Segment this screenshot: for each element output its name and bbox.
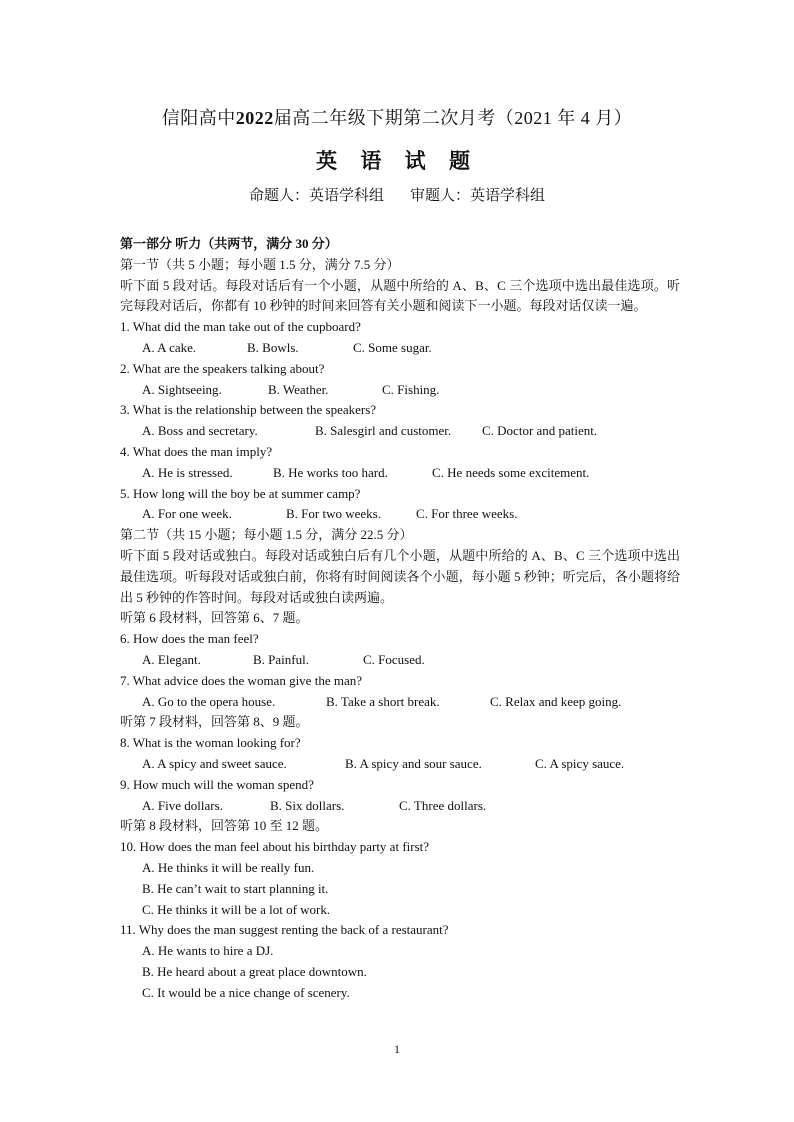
section2-heading: 第二节（共 15 小题；每小题 1.5 分，满分 22.5 分） xyxy=(120,527,413,543)
options-8 xyxy=(120,754,680,775)
options-7 xyxy=(120,692,680,713)
question-9: 9. How much will the woman spend? xyxy=(120,776,314,792)
section2-instructions: 听下面 5 段对话或独白。每段对话或独白后有几个小题，从题中所给的 A、B、C 三个选项中选出最佳选项。听每段对话或独白前，你将有时间阅读各个小题，每小题 5 秒钟；听完后，各小题将给出 5 秒钟的作答时间。每段对话或独白读两遍。 xyxy=(120,547,680,605)
options-4 xyxy=(120,463,680,484)
question-5: 5. How long will the boy be at summer camp? xyxy=(120,485,361,501)
option-a: A. A cake. xyxy=(142,339,197,355)
option-b: B. Painful. xyxy=(253,651,309,667)
authors-line xyxy=(0,184,794,205)
options-2 xyxy=(120,380,680,401)
question-1: 1. What did the man take out of the cupboard? xyxy=(120,319,361,335)
option-a: A. For one week. xyxy=(142,506,232,522)
option-c: C. He thinks it will be a lot of work. xyxy=(142,901,331,917)
options-3 xyxy=(120,421,680,442)
option-c: C. Relax and keep going. xyxy=(490,693,622,709)
options-9 xyxy=(120,796,680,817)
option-a: A. He thinks it will be really fun. xyxy=(142,859,315,875)
question-10: 10. How does the man feel about his birthday party at first? xyxy=(120,839,430,855)
material-8-note: 听第 8 段材料，回答第 10 至 12 题。 xyxy=(120,818,329,834)
option-b: B. For two weeks. xyxy=(286,506,381,522)
question-11: 11. Why does the man suggest renting the back of a restaurant? xyxy=(120,922,449,938)
options-6 xyxy=(120,650,680,671)
title-year: 2022 xyxy=(235,108,274,128)
option-b: B. Bowls. xyxy=(247,339,299,355)
option-c: C. He needs some excitement. xyxy=(432,464,590,480)
option-a: A. Five dollars. xyxy=(142,797,223,813)
page-number: 1 xyxy=(394,1042,400,1056)
question-6: 6. How does the man feel? xyxy=(120,631,259,647)
option-b: B. Take a short break. xyxy=(326,693,440,709)
section1-heading: 第一节（共 5 小题；每小题 1.5 分，满分 7.5 分） xyxy=(120,256,400,272)
options-1 xyxy=(120,338,680,359)
option-b: B. He can’t wait to start planning it. xyxy=(142,880,329,896)
option-b: B. Salesgirl and customer. xyxy=(315,423,452,439)
option-c: C. Some sugar. xyxy=(353,339,432,355)
reviewer: 审题人：英语学科组 xyxy=(410,186,546,204)
part1-heading: 第一部分 听力（共两节，满分 30 分） xyxy=(120,236,338,251)
option-b: B. Six dollars. xyxy=(270,797,345,813)
option-b: B. Weather. xyxy=(268,381,329,397)
question-7: 7. What advice does the woman give the man? xyxy=(120,672,362,688)
question-2: 2. What are the speakers talking about? xyxy=(120,360,325,376)
option-a: A. Elegant. xyxy=(142,651,201,667)
material-7-note: 听第 7 段材料，回答第 8、9 题。 xyxy=(120,714,309,730)
option-c: C. Doctor and patient. xyxy=(482,423,598,439)
exam-content xyxy=(120,234,680,1003)
option-b: B. He works too hard. xyxy=(273,464,388,480)
option-a: A. He is stressed. xyxy=(142,464,233,480)
title-school: 信阳高中 xyxy=(161,108,236,128)
section1-instructions: 听下面 5 段对话。每段对话后有一个小题，从题中所给的 A、B、C 三个选项中选出最佳选项。听完每段对话后，你都有 10 秒钟的时间来回答有关小题和阅读下一小题。每段对话仅读一遍。 xyxy=(120,277,680,314)
option-a: A. Sightseeing. xyxy=(142,381,222,397)
option-a: A. Boss and secretary. xyxy=(142,423,258,439)
option-c: C. Fishing. xyxy=(382,381,440,397)
question-4: 4. What does the man imply? xyxy=(120,443,273,459)
option-b: B. A spicy and sour sauce. xyxy=(345,755,482,771)
option-a: A. Go to the opera house. xyxy=(142,693,276,709)
option-c: C. For three weeks. xyxy=(416,506,518,522)
title-exam: 届高二年级下期第二次月考（2021 年 4 月） xyxy=(273,108,633,128)
option-c: C. Three dollars. xyxy=(399,797,487,813)
exam-title xyxy=(0,104,794,130)
subject-title: 英 语 试 题 xyxy=(316,149,478,173)
option-c: C. Focused. xyxy=(363,651,425,667)
setter: 命题人：英语学科组 xyxy=(248,186,384,204)
question-8: 8. What is the woman looking for? xyxy=(120,735,301,751)
question-3: 3. What is the relationship between the speakers? xyxy=(120,402,377,418)
option-c: C. A spicy sauce. xyxy=(535,755,625,771)
option-b: B. He heard about a great place downtown. xyxy=(142,963,367,979)
option-c: C. It would be a nice change of scenery. xyxy=(142,984,350,1000)
options-5 xyxy=(120,504,680,525)
option-a: A. He wants to hire a DJ. xyxy=(142,943,274,959)
option-a: A. A spicy and sweet sauce. xyxy=(142,755,287,771)
material-6-note: 听第 6 段材料，回答第 6、7 题。 xyxy=(120,610,309,626)
